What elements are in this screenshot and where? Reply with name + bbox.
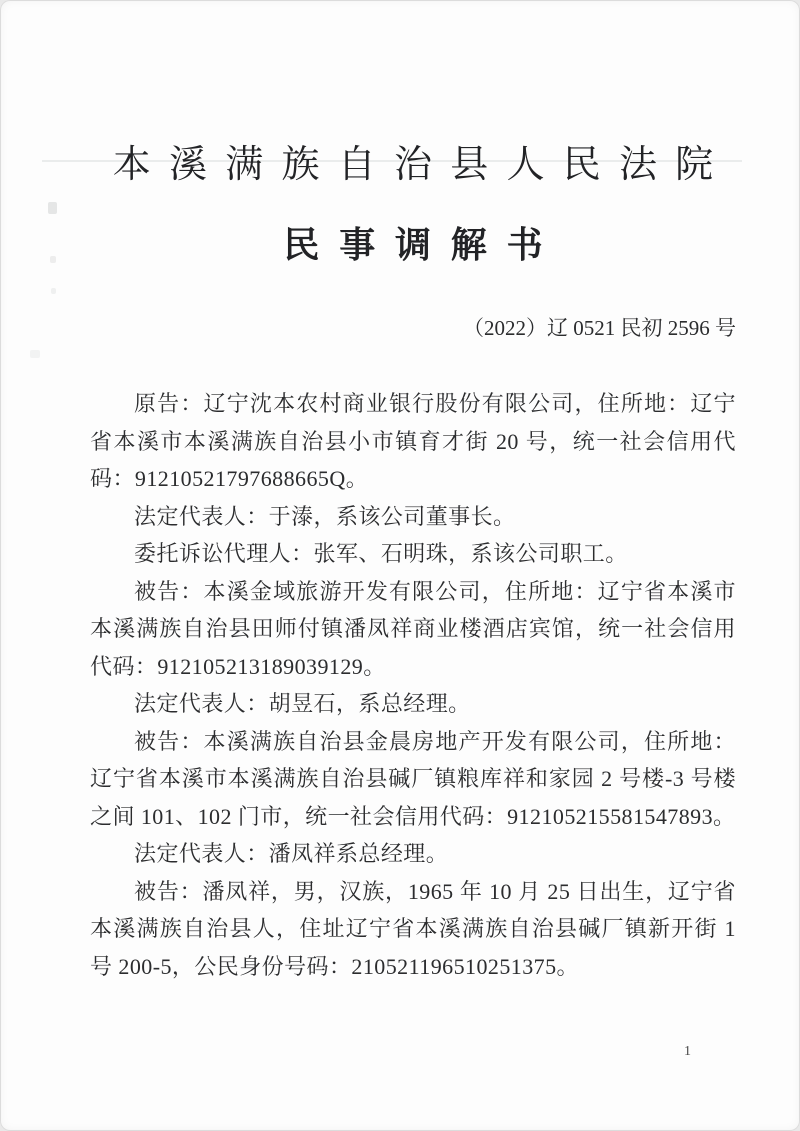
defendant-3-paragraph: 被告：潘凤祥，男，汉族，1965 年 10 月 25 日出生，辽宁省本溪满族自治县人，住址辽宁省本溪满族自治县碱厂镇新开街 1 号 200-5，公民身份号码：210521196510251375。 bbox=[90, 878, 736, 979]
document-type-title: 民事调解书 bbox=[283, 225, 563, 265]
plaintiff-legal-representative-paragraph: 法定代表人：于溙，系该公司董事长。 bbox=[134, 503, 516, 529]
plaintiff-paragraph: 原告：辽宁沈本农村商业银行股份有限公司，住所地：辽宁省本溪市本溪满族自治县小市镇育才街 20 号，统一社会信用代码：91210521797688665Q。 bbox=[90, 391, 736, 491]
document-body bbox=[90, 385, 736, 985]
page-number: 1 bbox=[684, 1044, 691, 1059]
case-number: （2022）辽 0521 民初 2596 号 bbox=[463, 316, 736, 340]
defendant-2-paragraph: 被告：本溪满族自治县金晨房地产开发有限公司，住所地：辽宁省本溪市本溪满族自治县碱厂镇粮库祥和家园 2 号楼-3 号楼之间 101、102 门市，统一社会信用代码：912105215581547893。 bbox=[90, 728, 736, 829]
defendant-1-paragraph: 被告：本溪金域旅游开发有限公司，住所地：辽宁省本溪市本溪满族自治县田师付镇潘凤祥商业楼酒店宾馆，统一社会信用代码：912105213189039129。 bbox=[90, 578, 736, 679]
defendant-1-legal-representative-paragraph: 法定代表人：胡昱石，系总经理。 bbox=[134, 691, 471, 716]
plaintiff-litigation-agents-paragraph: 委托诉讼代理人：张军、石明珠，系该公司职工。 bbox=[134, 541, 628, 566]
defendant-2-legal-representative-paragraph: 法定代表人：潘凤祥系总经理。 bbox=[134, 841, 449, 866]
court-name-title: 本溪满族自治县人民法院 bbox=[112, 144, 732, 186]
